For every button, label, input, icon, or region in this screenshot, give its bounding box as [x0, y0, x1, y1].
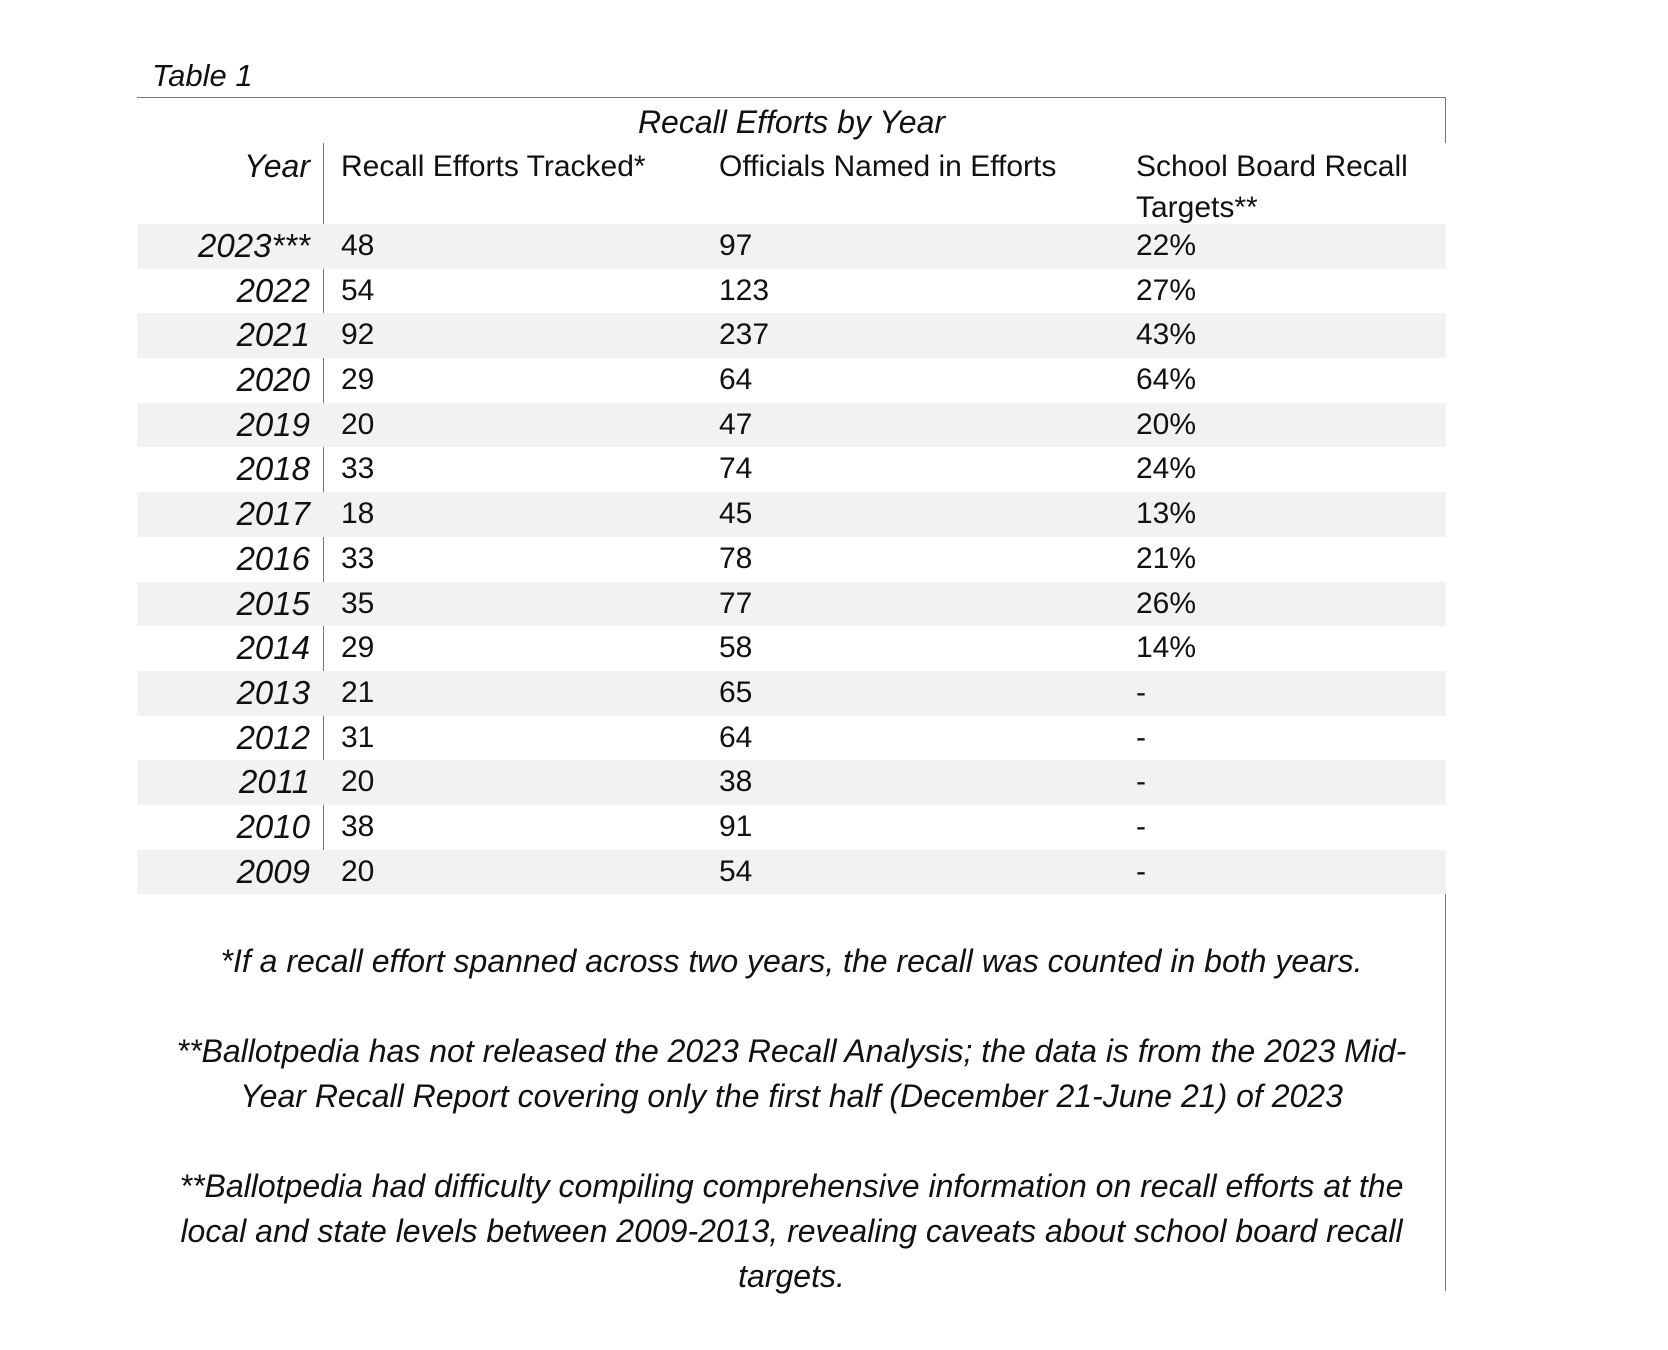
footnote: *If a recall effort spanned across two years, the recall was counted in both years.	[220, 943, 1363, 979]
cell-recall-efforts: 31	[341, 720, 375, 754]
table-row	[137, 760, 1446, 805]
cell-school-board-targets: 26%	[1136, 586, 1197, 620]
cell-year: 2015	[236, 584, 310, 622]
cell-recall-efforts: 20	[341, 854, 375, 888]
cell-officials-named: 45	[719, 497, 753, 531]
footnote: **Ballotpedia had difficulty compiling comprehensive information on recall efforts at the local and state levels between 2009-2013, revealing caveats about school board recall targets.	[179, 1168, 1404, 1294]
cell-recall-efforts: 33	[341, 541, 375, 575]
cell-school-board-targets: 22%	[1136, 229, 1197, 262]
cell-recall-efforts: 18	[341, 497, 375, 531]
cell-officials-named: 77	[719, 586, 753, 620]
cell-officials-named: 65	[719, 675, 753, 709]
table-caption: Recall Efforts by Year	[637, 104, 946, 140]
cell-officials-named: 91	[719, 809, 753, 843]
cell-year: 2022	[236, 271, 310, 309]
cell-year: 2011	[239, 763, 310, 801]
header-school-board-targets: School Board Recall Targets**	[1136, 150, 1408, 224]
cell-recall-efforts: 48	[341, 229, 375, 262]
cell-school-board-targets: 14%	[1136, 631, 1197, 665]
cell-year: 2012	[236, 718, 310, 756]
cell-officials-named: 123	[719, 273, 770, 307]
table-row	[137, 447, 1446, 492]
cell-school-board-targets: -	[1136, 720, 1146, 754]
cell-year: 2021	[236, 316, 310, 354]
cell-year: 2019	[236, 405, 310, 443]
header-officials-named: Officials Named in Efforts	[719, 150, 1057, 183]
cell-school-board-targets: 64%	[1136, 363, 1197, 397]
cell-officials-named: 64	[719, 720, 753, 754]
cell-recall-efforts: 29	[341, 631, 375, 665]
cell-year: 2023***	[198, 227, 310, 264]
header-recall-efforts: Recall Efforts Tracked*	[341, 150, 646, 183]
cell-officials-named: 237	[719, 318, 770, 352]
cell-officials-named: 74	[719, 452, 753, 486]
cell-recall-efforts: 20	[341, 765, 375, 799]
cell-recall-efforts: 33	[341, 452, 375, 486]
cell-recall-efforts: 21	[341, 675, 375, 709]
table-row	[137, 492, 1446, 537]
cell-school-board-targets: -	[1136, 675, 1146, 709]
table-label: Table 1	[152, 58, 253, 93]
cell-officials-named: 54	[719, 854, 753, 888]
cell-officials-named: 47	[719, 407, 753, 441]
table-row	[137, 716, 1446, 761]
cell-recall-efforts: 54	[341, 273, 375, 307]
table-row	[137, 224, 1446, 269]
table-top-rule	[137, 97, 1446, 98]
cell-school-board-targets: 24%	[1136, 452, 1197, 486]
cell-year: 2020	[236, 361, 310, 399]
cell-school-board-targets: 20%	[1136, 407, 1197, 441]
table-row	[137, 358, 1446, 403]
cell-year: 2014	[236, 629, 310, 667]
cell-officials-named: 64	[719, 363, 753, 397]
cell-school-board-targets: -	[1136, 809, 1146, 843]
cell-school-board-targets: 27%	[1136, 273, 1197, 307]
cell-school-board-targets: 43%	[1136, 318, 1197, 352]
cell-officials-named: 78	[719, 541, 753, 575]
table-row	[137, 403, 1446, 448]
cell-school-board-targets: -	[1136, 854, 1146, 888]
cell-officials-named: 58	[719, 631, 753, 665]
cell-school-board-targets: -	[1136, 765, 1146, 799]
cell-year: 2009	[236, 852, 310, 890]
cell-recall-efforts: 29	[341, 363, 375, 397]
cell-year: 2018	[236, 450, 310, 488]
cell-school-board-targets: 13%	[1136, 497, 1197, 531]
cell-school-board-targets: 21%	[1136, 541, 1197, 575]
header-year: Year	[244, 148, 310, 184]
cell-recall-efforts: 20	[341, 407, 375, 441]
cell-recall-efforts: 35	[341, 586, 375, 620]
cell-recall-efforts: 92	[341, 318, 375, 352]
cell-recall-efforts: 38	[341, 809, 375, 843]
cell-year: 2017	[236, 495, 310, 533]
cell-year: 2010	[236, 807, 310, 845]
table-row	[137, 537, 1446, 582]
table-row	[137, 582, 1446, 627]
footnotes	[137, 939, 1446, 1344]
cell-officials-named: 97	[719, 229, 753, 262]
table-row	[137, 313, 1446, 358]
table-row	[137, 626, 1446, 671]
table-body	[137, 224, 1446, 894]
table-row	[137, 671, 1446, 716]
cell-officials-named: 38	[719, 765, 753, 799]
cell-year: 2013	[236, 673, 310, 711]
table-row	[137, 805, 1446, 850]
cell-year: 2016	[236, 539, 310, 577]
table-row	[137, 269, 1446, 314]
footnote: **Ballotpedia has not released the 2023 Recall Analysis; the data is from the 2023 Mid-Year Recall Report covering only the first half (December 21-June 21) of 2023	[176, 1033, 1407, 1114]
table-row	[137, 850, 1446, 895]
